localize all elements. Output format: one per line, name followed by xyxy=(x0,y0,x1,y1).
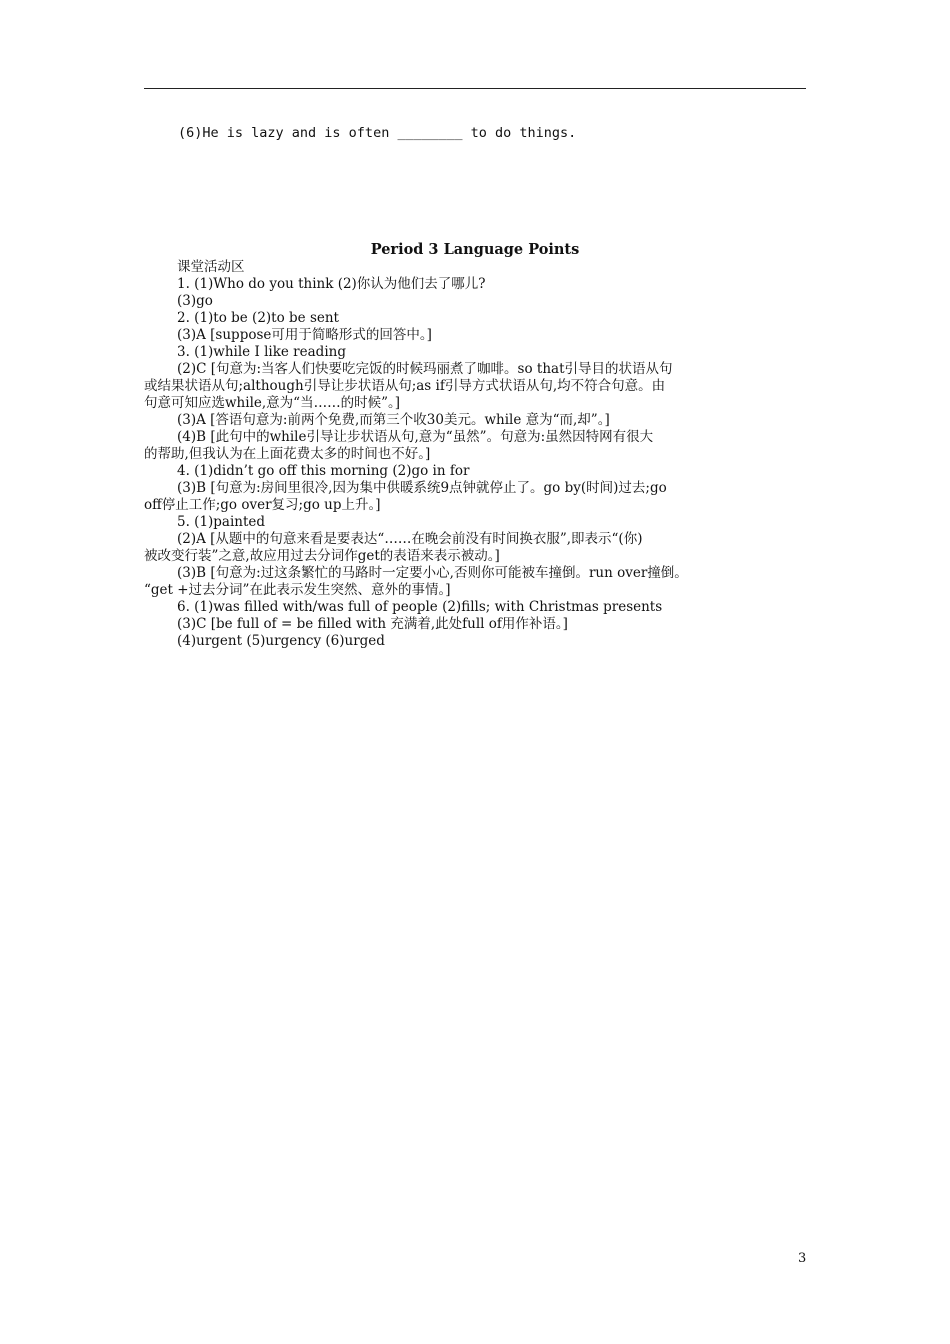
answer-line: 的帮助,但我认为在上面花费太多的时间也不好。] xyxy=(144,446,431,462)
section-title: Period 3 Language Points xyxy=(370,241,580,258)
previous-exercise-item: (6)He is lazy and is often ________ to do things. xyxy=(178,125,577,141)
answer-line: (3)B [句意为:过这条繁忙的马路时一定要小心,否则你可能被车撞倒。run over撞倒。 xyxy=(177,565,688,581)
answer-line: 6. (1)was filled with/was full of people (2)fills; with Christmas presents xyxy=(177,599,663,615)
answer-line: off停止工作;go over复习;go up上升。] xyxy=(144,497,381,513)
section-subheading: 课堂活动区 xyxy=(177,259,245,275)
answer-line: (3)A [答语句意为:前两个免费,而第三个收30美元。while 意为“而,却”。] xyxy=(177,412,610,428)
answer-line: (4)urgent (5)urgency (6)urged xyxy=(177,633,385,649)
answer-line: 1. (1)Who do you think (2)你认为他们去了哪儿? xyxy=(177,276,486,292)
answer-line: “get +过去分词”在此表示发生突然、意外的事情。] xyxy=(144,582,451,598)
answer-line: 3. (1)while I like reading xyxy=(177,344,346,360)
answer-line: 2. (1)to be (2)to be sent xyxy=(177,310,339,326)
answer-line: (3)go xyxy=(177,293,213,309)
page-number: 3 xyxy=(798,1251,807,1266)
answer-line: (2)A [从题中的句意来看是要表达“……在晚会前没有时间换衣服”,即表示“(你) xyxy=(177,531,643,547)
answer-line: (3)C [be full of = be filled with 充满着,此处full of用作补语。] xyxy=(177,616,568,632)
answer-line: (3)B [句意为:房间里很冷,因为集中供暖系统9点钟就停止了。go by(时间)过去;go xyxy=(177,480,667,496)
answer-line: 5. (1)painted xyxy=(177,514,266,530)
header-rule xyxy=(144,88,806,89)
answer-line: 句意可知应选while,意为“当……的时候”。] xyxy=(144,395,400,411)
answer-key xyxy=(144,259,810,650)
answer-line: (4)B [此句中的while引导让步状语从句,意为“虽然”。句意为:虽然因特网有很大 xyxy=(177,429,654,445)
answer-line: 4. (1)didn’t go off this morning (2)go in for xyxy=(177,463,470,479)
answer-line: 或结果状语从句;although引导让步状语从句;as if引导方式状语从句,均不符合句意。由 xyxy=(144,378,666,394)
answer-line: (3)A [suppose可用于简略形式的回答中。] xyxy=(177,327,432,343)
answer-lines xyxy=(144,276,810,650)
answer-line: (2)C [句意为:当客人们快要吃完饭的时候玛丽煮了咖啡。so that引导目的状语从句 xyxy=(177,361,673,377)
answer-line: 被改变行装”之意,故应用过去分词作get的表语来表示被动。] xyxy=(144,548,500,564)
